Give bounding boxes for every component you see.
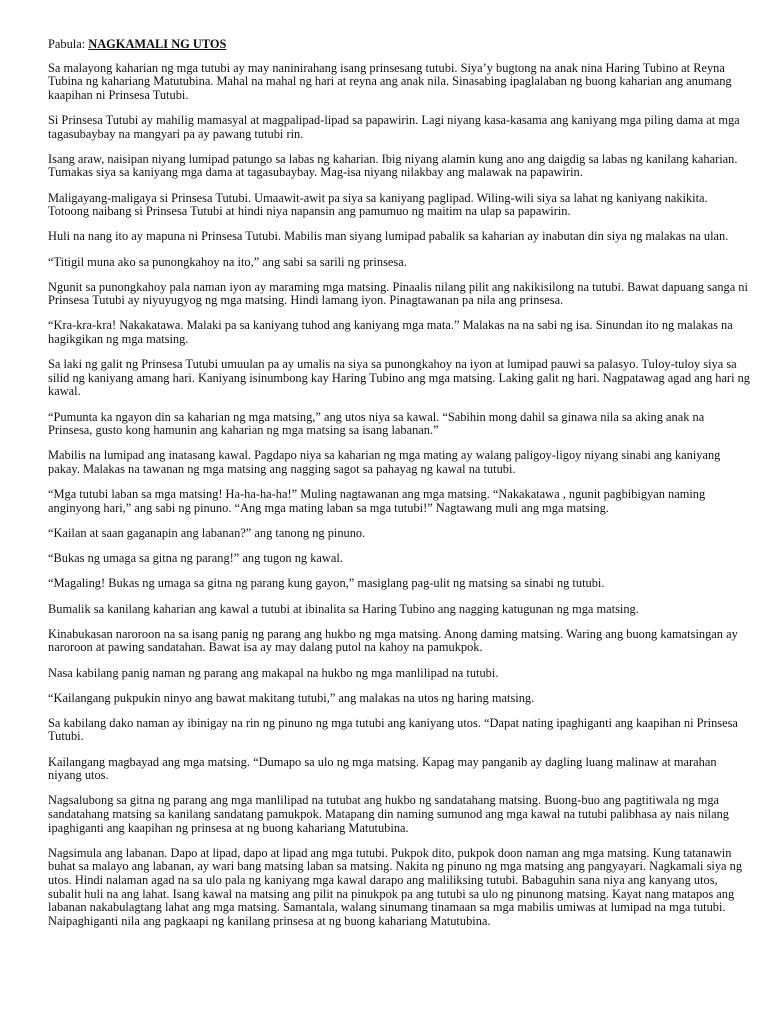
paragraph: Ngunit sa punongkahoy pala naman iyon ay maraming mga matsing. Pinaalis nilang pilit ang nakikisilong na tutubi. Bawat dapuang sanga ni Prinsesa Tutubi ay niyuyugyog ng mga matsing. Hindi lamang iyon. Pinagtawanan pa nila ang prinsesa. <box>48 279 748 308</box>
dialogue-paragraph: Kailangang magbayad ang mga matsing. “Dumapo sa ulo ng mga matsing. Kapag may panganib ay dagling luang malinaw at marahan niyang utos. <box>48 754 717 783</box>
paragraph: Huli na nang ito ay mapuna ni Prinsesa Tutubi. Mabilis man siyang lumipad pabalik sa kaharian ay inabutan din siya ng malakas na ulan. <box>48 229 729 244</box>
document-title: NAGKAMALI NG UTOS <box>88 37 227 51</box>
dialogue-paragraph: “Magaling! Bukas ng umaga sa gitna ng parang kung gayon,” masiglang pag-ulit ng matsing sa sinabi ng tutubi. <box>48 576 605 591</box>
paragraph: Mabilis na lumipad ang inatasang kawal. Pagdapo niya sa kaharian ng mga mating ay walang paligoy-ligoy niyang sinabi ang kaniyang pakay. Malakas na tawanan ng mga matsing ang nagging sagot sa pahayag ng kawal na tutubi. <box>48 448 721 476</box>
paragraph: Kinabukasan naroroon na sa isang panig ng parang ang hukbo ng mga matsing. Anong daming matsing. Waring ang buong kamatsingan ay naroroon at pawing sandatahan. Bawat isa ay may dalang putol na kahoy na pamukpok. <box>48 626 738 655</box>
paragraph: Maligayang-maligaya si Prinsesa Tutubi. Umaawit-awit pa siya sa kaniyang paglipad. Wiling-wili siya sa lahat ng kaniyang nakikita. Totoong naibang si Prinsesa Tutubi at hindi niya napansin ang pamumuo ng maitim na ulap sa papawirin. <box>48 190 708 219</box>
dialogue-paragraph: “Bukas ng umaga sa gitna ng parang!” ang tugon ng kawal. <box>48 551 343 566</box>
paragraph: Nagsalubong sa gitna ng parang ang mga manlilipad na tutubat ang hukbo ng sandatahang matsing. Buong-buo ang pagtitiwala ng mga sandatahang matsing sa kanilang sandatang pamukpok. Matapang din naming sumunod ang mga kawal na tutubi palibhasa ay nais nilang ipaghiganti ang kaapihan ng prinsesa at ng buong kahariang Matutubina. <box>48 793 729 835</box>
dialogue-paragraph: “Kailan at saan gaganapin ang labanan?” ang tanong ng pinuno. <box>48 525 366 540</box>
paragraph: Sa laki ng galit ng Prinsesa Tutubi umuulan pa ay umalis na siya sa punongkahoy na iyon at lumipad pauwi sa palasyo. Tuloy-tuloy siya sa silid ng kaniyang amang hari. Kaniyang isinumbong kay Haring Tubino ang mga matsing. Laking galit ng hari. Nagpatawag agad ang hari ng kawal. <box>48 357 750 399</box>
dialogue-paragraph: “Kailangang pukpukin ninyo ang bawat makitang tutubi,” ang malakas na utos ng haring matsing. <box>48 690 535 705</box>
dialogue-paragraph: “Mga tutubi laban sa mga matsing! Ha-ha-ha-ha!” Muling nagtawanan ang mga matsing. “Nakakatawa , ngunit pagbibigyan naming anginyong hari,” ang sabi ng pinuno. “Ang mga mating laban sa mga tutubi!” Nagtawang muli ang mga matsing. <box>48 487 706 515</box>
paragraph: Nagsimula ang labanan. Dapo at lipad, dapo at lipad ang mga tutubi. Pukpok dito, pukpok doon naman ang mga matsing. Kung tatanawin buhat sa malayo ang labanan, ay wari bang matsing laban sa matsing. Nakita ng pinuno ng mga matsing ang pangyayari. Nagkamali siya ng utos. Hindi nalaman agad na sa ulo pala ng kaniyang mga kawal darapo ang maliliksing tutubi. Babaguhin sana niya ang kanyang utos, subalit huli na ang lahat. Isang kawal na matsing ang pilit na pinukpok pa ang tutubi sa ulo ng pinunong matsing. Kayat nang matapos ang labanan nakabulagtang lahat ang mga matsing. Samantala, walang sinumang tinamaan sa mga mabilis umiwas at lumipad na mga tutubi. Naipaghiganti nila ang pagkaapi ng kanilang prinsesa at ng buong kahariang Matutubina. <box>48 845 743 928</box>
paragraph: Isang araw, naisipan niyang lumipad patungo sa labas ng kaharian. Ibig niyang alamin kung ano ang daigdig sa labas ng kanilang kaharian. Tumakas siya sa kaniyang mga dama at tagasubaybay. Mag-isa niyang nilakbay ang malawak na papawirin. <box>48 151 738 180</box>
dialogue-paragraph: “Kra-kra-kra! Nakakatawa. Malaki pa sa kaniyang tuhod ang kaniyang mga mata.” Malakas na na sabi ng isa. Sinundan ito ng malakas na hagikgikan ng mga matsing. <box>48 318 733 347</box>
document-page <box>48 38 750 940</box>
dialogue-paragraph: “Titigil muna ako sa punongkahoy na ito,” ang sabi sa sarili ng prinsesa. <box>48 254 407 269</box>
paragraph: Nasa kabilang panig naman ng parang ang makapal na hukbo ng mga manlilipad na tutubi. <box>48 665 499 680</box>
document-heading <box>48 38 750 52</box>
paragraph: Sa malayong kaharian ng mga tutubi ay may naninirahang isang prinsesang tutubi. Siya’y bugtong na anak nina Haring Tubino at Reyna Tubina ng kahariang Matutubina. Mahal na mahal ng hari at reyna ang anak nila. Sinasabing ipaglalaban ng buong kaharian ang anumang kaapihan ni Prinsesa Tutubi. <box>48 60 732 102</box>
paragraph: Sa kabilang dako naman ay ibinigay na rin ng pinuno ng mga tutubi ang kaniyang utos. “Dapat nating ipaghiganti ang kaapihan ni Prinsesa Tutubi. <box>48 715 738 744</box>
dialogue-paragraph: “Pumunta ka ngayon din sa kaharian ng mga matsing,” ang utos niya sa kawal. “Sabihin mong dahil sa ginawa nila sa aking anak na Prinsesa, gusto kong hamunin ang kaharian ng mga matsing sa isang labanan.” <box>48 409 705 438</box>
genre-label: Pabula: <box>48 37 89 51</box>
paragraph: Si Prinsesa Tutubi ay mahilig mamasyal at magpalipad-lipad sa papawirin. Lagi niyang kasa-kasama ang kaniyang mga piling dama at mga tagasubaybay na mangyari pa ay pawang tutubi rin. <box>48 112 740 141</box>
paragraph: Bumalik sa kanilang kaharian ang kawal a tutubi at ibinalita sa Haring Tubino ang nagging katugunan ng mga matsing. <box>48 601 639 616</box>
